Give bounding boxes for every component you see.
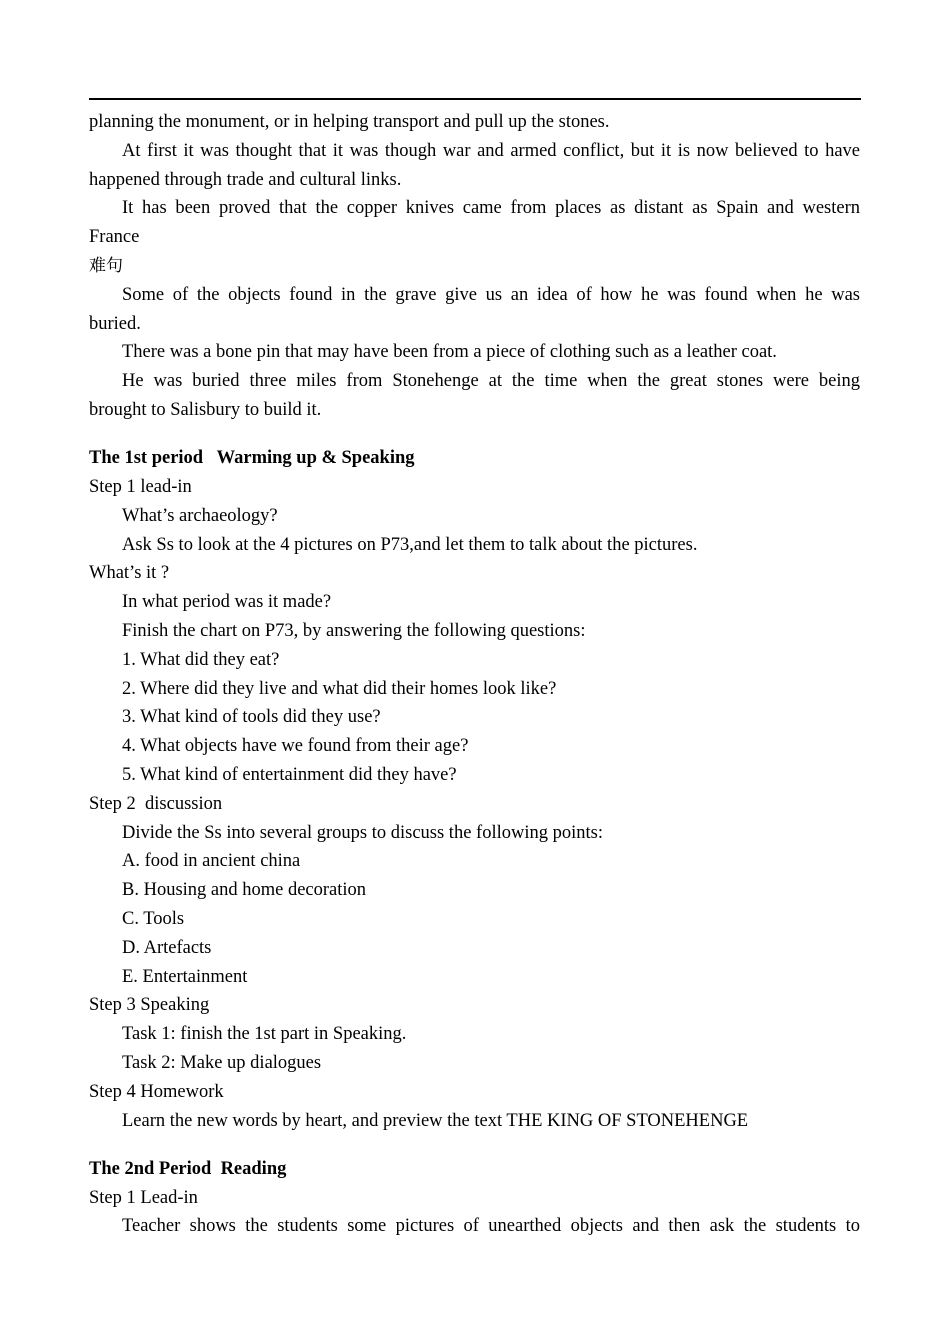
period-1-step-3: Step 3 Speaking [89, 995, 210, 1016]
period-1-step-4: Step 4 Homework [89, 1081, 224, 1102]
question-whats-it: What’s it ? [89, 563, 170, 584]
ask-pictures-instruction: Ask Ss to look at the 4 pictures on P73,and let them to talk about the pictures. [122, 534, 698, 555]
finish-chart-instruction: Finish the chart on P73, by answering the following questions: [122, 621, 586, 642]
discussion-point-a: A. food in ancient china [122, 851, 301, 872]
period-1-heading: The 1st period Warming up & Speaking [89, 448, 415, 469]
chart-question-3: 3. What kind of tools did they use? [122, 707, 381, 728]
period-2-step-1: Step 1 Lead-in [89, 1187, 198, 1208]
document-body [89, 108, 860, 1241]
difficult-sentence-3-line-1: He was buried three miles from Stonehenge at the time when the great stones were being [122, 371, 860, 392]
difficult-sentences-label: 难句 [89, 255, 123, 276]
divide-groups-instruction: Divide the Ss into several groups to discuss the following points: [122, 822, 603, 843]
section-spacer [89, 1135, 860, 1155]
difficult-sentence-3-line-2: brought to Salisbury to build it. [89, 399, 322, 420]
question-archaeology: What’s archaeology? [122, 505, 278, 526]
chart-question-4: 4. What objects have we found from their age? [122, 736, 469, 757]
discussion-point-c: C. Tools [122, 909, 185, 930]
chart-question-5: 5. What kind of entertainment did they have? [122, 765, 457, 786]
intro-paragraph-2-line-2: happened through trade and cultural links. [89, 169, 402, 190]
question-period-made: In what period was it made? [122, 592, 332, 613]
period-1-step-1: Step 1 lead-in [89, 477, 192, 498]
speaking-task-1: Task 1: finish the 1st part in Speaking. [122, 1024, 407, 1045]
difficult-sentence-1-line-1: Some of the objects found in the grave give us an idea of how he was found when he was [122, 284, 860, 305]
discussion-point-e: E. Entertainment [122, 966, 248, 987]
discussion-point-b: B. Housing and home decoration [122, 880, 367, 901]
difficult-sentence-1-line-2: buried. [89, 313, 141, 334]
chart-question-2: 2. Where did they live and what did their homes look like? [122, 678, 557, 699]
homework-instruction: Learn the new words by heart, and preview the text THE KING OF STONEHENGE [122, 1110, 749, 1131]
discussion-point-d: D. Artefacts [122, 937, 212, 958]
period-1-step-2: Step 2 discussion [89, 793, 223, 814]
difficult-sentence-2: There was a bone pin that may have been from a piece of clothing such as a leather coat. [122, 342, 777, 363]
header-rule [89, 98, 861, 100]
intro-line-1: planning the monument, or in helping transport and pull up the stones. [89, 112, 610, 132]
section-spacer [89, 425, 860, 445]
intro-paragraph-2-line-1: At first it was thought that it was though war and armed conflict, but it is now believed to have [122, 140, 860, 161]
speaking-task-2: Task 2: Make up dialogues [122, 1053, 322, 1073]
intro-paragraph-3-line-2: France [89, 227, 140, 248]
chart-question-1: 1. What did they eat? [122, 649, 280, 670]
intro-paragraph-3-line-1: It has been proved that the copper knives came from places as distant as Spain and western [122, 198, 860, 219]
period-2-heading: The 2nd Period Reading [89, 1158, 287, 1179]
teacher-shows-line: Teacher shows the students some pictures of unearthed objects and then ask the students to [122, 1216, 860, 1237]
